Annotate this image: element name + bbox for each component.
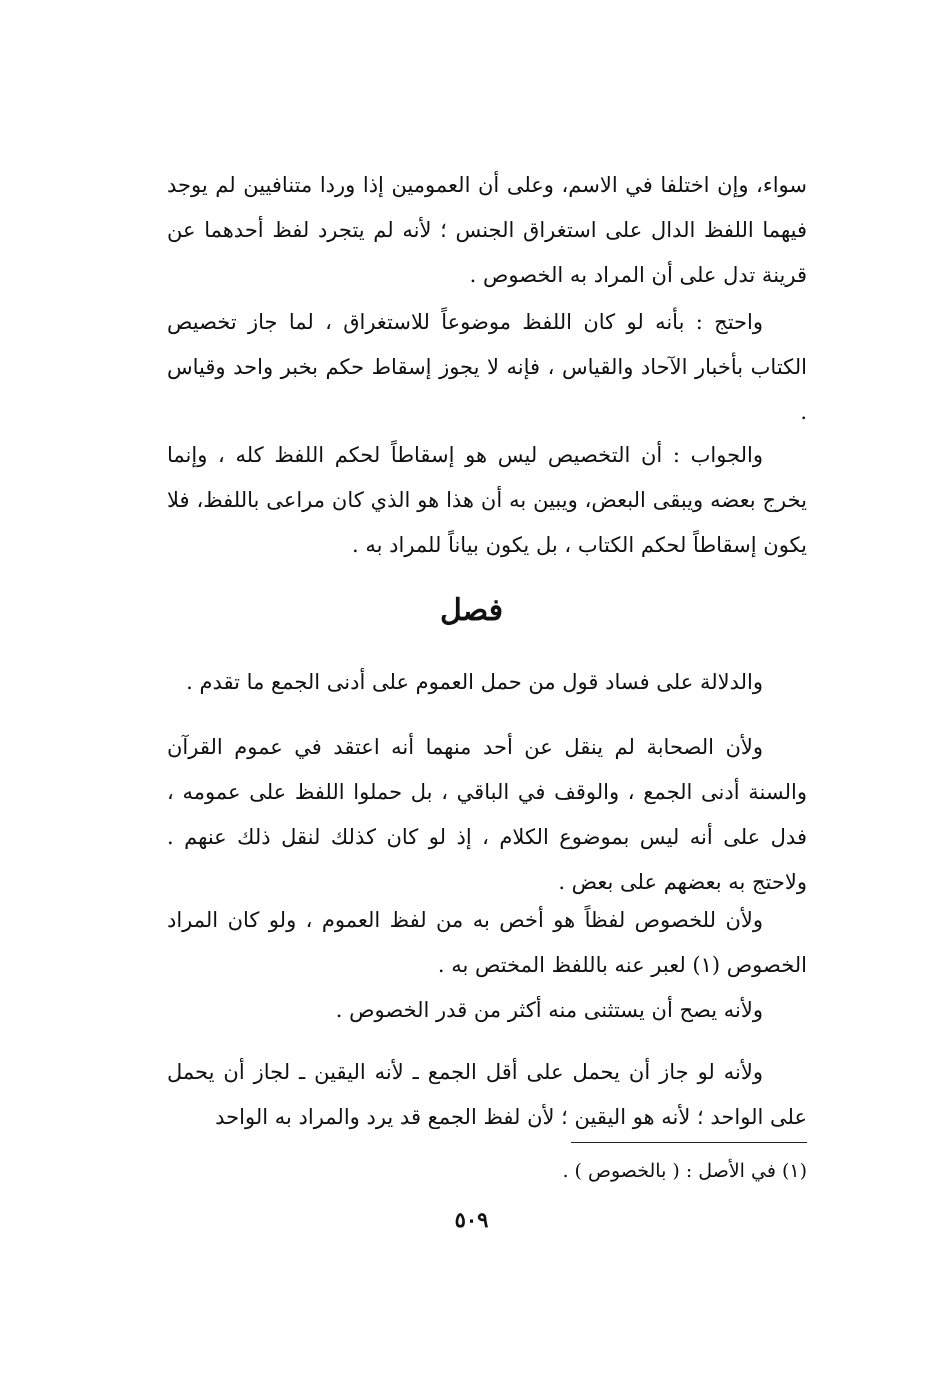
- section-heading: فصل: [439, 593, 504, 628]
- paragraph-answer: والجواب : أن التخصيص ليس هو إسقاطاً لحكم اللفظ كله ، وإنما يخرج بعضه ويبقى البعض، ويبين به أن هذا هو الذي كان مراعى باللفظ، فلا يكون إسقاطاً لحكم الكتاب ، بل يكون بياناً للمراد به .: [167, 443, 807, 557]
- paragraph-minimum-plural: ولأنه لو جاز أن يحمل على أقل الجمع ـ لأنه اليقين ـ لجاز أن يحمل على الواحد ؛ لأنه هو اليقين ؛ لأن لفظ الجمع قد يرد والمراد به الواحد: [167, 1060, 807, 1129]
- paragraph-specific-term: ولأن للخصوص لفظاً هو أخص به من لفظ العموم ، ولو كان المراد الخصوص (١) لعبر عنه باللفظ المختص به .: [167, 908, 807, 977]
- paragraph-1: سواء، وإن اختلفا في الاسم، وعلى أن العمومين إذا وردا متنافيين لم يوجد فيهما اللفظ الدال على استغراق الجنس ؛ لأنه لم يتجرد لفظ أحدهما عن قرينة تدل على أن المراد به الخصوص .: [167, 173, 807, 287]
- paragraph-exception: ولأنه يصح أن يستثنى منه أكثر من قدر الخصوص .: [335, 998, 763, 1022]
- paragraph-companions: ولأن الصحابة لم ينقل عن أحد منهما أنه اعتقد في عموم القرآن والسنة أدنى الجمع ، والوقف في الباقي ، بل حملوا اللفظ على عمومه ، فدل على أنه ليس بموضوع الكلام ، إذ لو كان كذلك لنقل ذلك عنهم . ولاحتج به بعضهم على بعض .: [167, 735, 807, 894]
- page-number: ٥٠٩: [454, 1207, 489, 1232]
- paragraph-argument: واحتج : بأنه لو كان اللفظ موضوعاً للاستغراق ، لما جاز تخصيص الكتاب بأخبار الآحاد والقياس ، فإنه لا يجوز إسقاط حكم بخبر واحد وقياس .: [167, 310, 807, 424]
- footnote-divider: [571, 1142, 807, 1143]
- footnote: (١) في الأصل : ( بالخصوص ) .: [562, 1160, 807, 1182]
- paragraph-evidence: والدلالة على فساد قول من حمل العموم على أدنى الجمع ما تقدم .: [186, 670, 763, 694]
